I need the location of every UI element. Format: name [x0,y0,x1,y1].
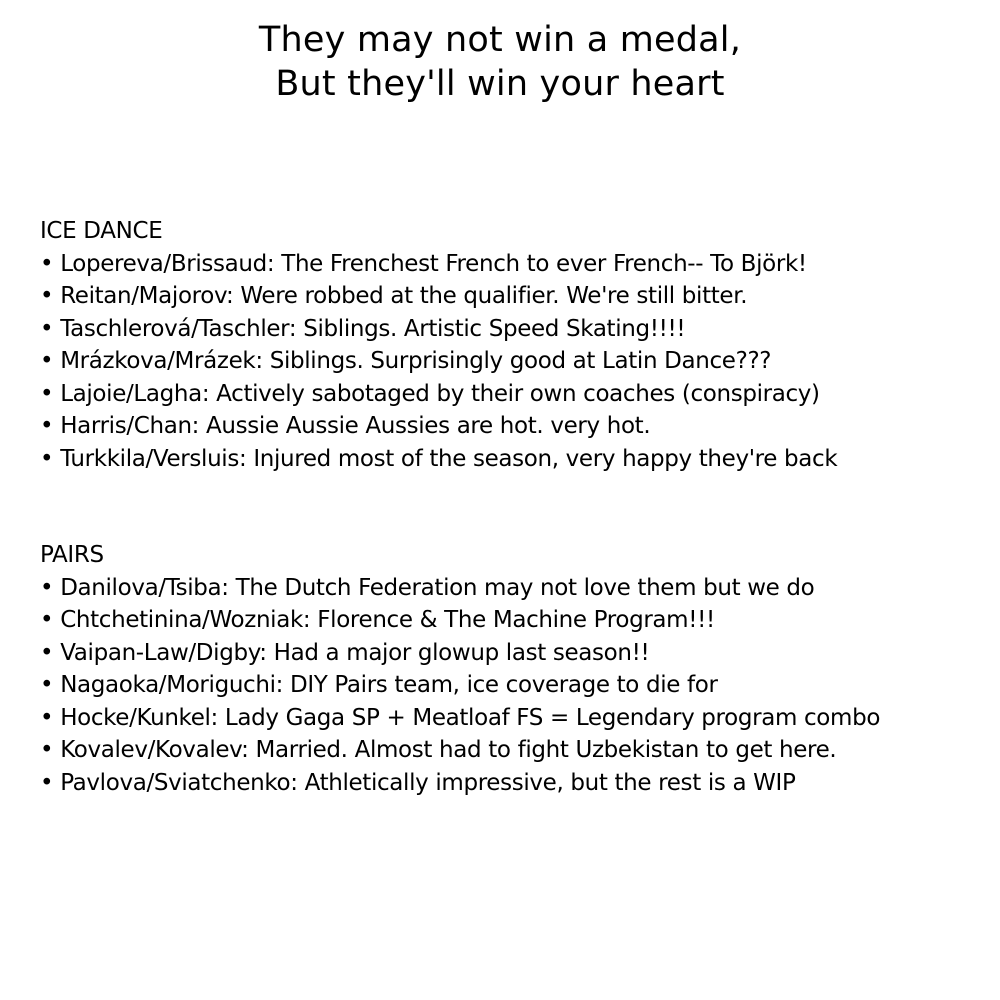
list-item [40,637,990,670]
ice-dance-heading: ICE DANCE [40,218,163,244]
pairs-section [40,539,990,799]
page-title [0,18,1000,106]
list-item [40,248,990,281]
title-line-2: But they'll win your heart [275,64,725,104]
entry-text: Lajoie/Lagha: Actively sabotaged by their own coaches (conspiracy) [60,380,820,407]
bullet-icon: • [40,607,54,633]
list-item [40,345,990,378]
list-item [40,669,990,702]
list-item [40,702,990,735]
ice-dance-section [40,215,990,475]
entry-text: Pavlova/Sviatchenko: Athletically impressive, but the rest is a WIP [60,769,796,796]
entry-text: Hocke/Kunkel: Lady Gaga SP + Meatloaf FS = Legendary program combo [60,704,881,731]
entry-text: Lopereva/Brissaud: The Frenchest French to ever French-- To Björk! [60,250,807,277]
list-item [40,313,990,346]
list-item [40,280,990,313]
bullet-icon: • [40,413,54,439]
entry-text: Mrázkova/Mrázek: Siblings. Surprisingly good at Latin Dance??? [60,348,772,374]
entry-text: Turkkila/Versluis: Injured most of the season, very happy they're back [60,445,838,472]
bullet-icon: • [40,250,54,277]
list-item [40,604,990,637]
entry-text: Harris/Chan: Aussie Aussie Aussies are hot. very hot. [60,413,651,439]
entry-text: Chtchetinina/Wozniak: Florence & The Machine Program!!! [60,607,715,633]
list-item [40,410,990,443]
bullet-icon: • [40,315,54,342]
bullet-icon: • [40,704,54,731]
list-item [40,378,990,411]
list-item [40,572,990,605]
entry-text: Nagaoka/Moriguchi: DIY Pairs team, ice coverage to die for [60,672,718,698]
pairs-heading: PAIRS [40,542,104,568]
bullet-icon: • [40,639,54,666]
bullet-icon: • [40,574,54,601]
list-item [40,443,990,476]
list-item [40,767,990,800]
title-line-1: They may not win a medal, [258,20,742,60]
entry-text: Danilova/Tsiba: The Dutch Federation may not love them but we do [60,574,815,601]
entry-text: Taschlerová/Taschler: Siblings. Artistic Speed Skating!!!! [60,315,686,342]
entry-text: Vaipan-Law/Digby: Had a major glowup last season!! [60,639,650,666]
bullet-icon: • [40,348,54,374]
bullet-icon: • [40,380,54,407]
bullet-icon: • [40,445,54,472]
bullet-icon: • [40,672,54,698]
bullet-icon: • [40,737,54,763]
entry-text: Reitan/Majorov: Were robbed at the qualifier. We're still bitter. [60,283,748,309]
bullet-icon: • [40,769,54,796]
entry-text: Kovalev/Kovalev: Married. Almost had to fight Uzbekistan to get here. [60,737,837,763]
list-item [40,734,990,767]
bullet-icon: • [40,283,54,309]
